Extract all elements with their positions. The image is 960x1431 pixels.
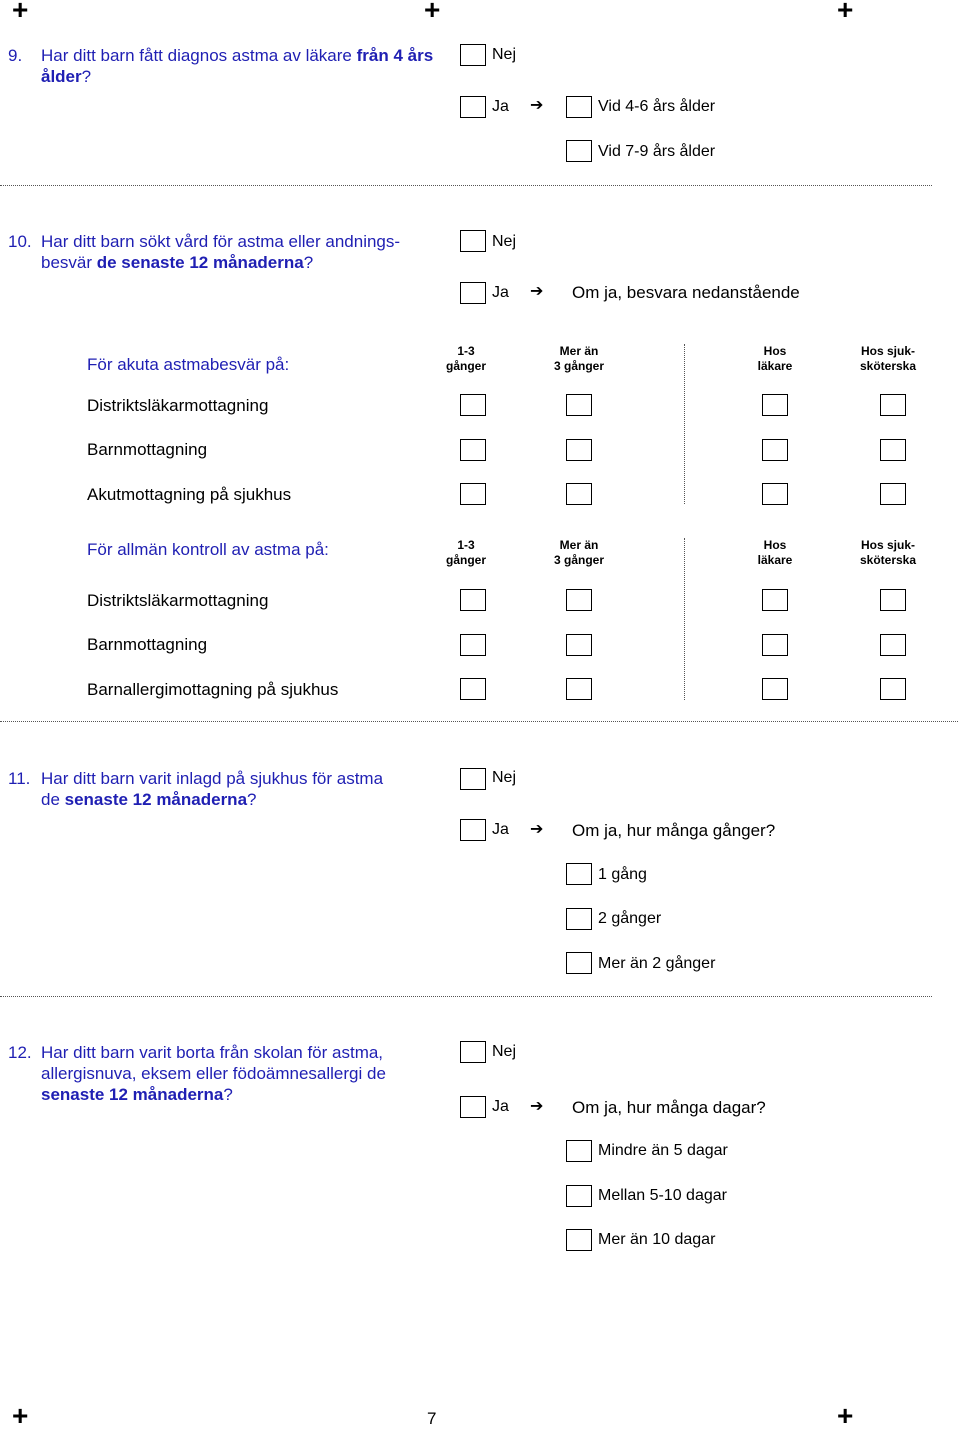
- question-text-part: besvär: [41, 253, 97, 272]
- general-r3-c1-checkbox[interactable]: [460, 678, 486, 700]
- col-header-more-than-3: [539, 538, 619, 568]
- question-number: 11.: [8, 769, 31, 788]
- acute-row-label: Akutmottagning på sjukhus: [87, 485, 292, 504]
- acute-row-label: Distriktsläkarmottagning: [87, 396, 269, 415]
- q11-opt-label: Mer än 2 gånger: [598, 955, 716, 972]
- q12-opt1-checkbox[interactable]: [566, 1140, 592, 1162]
- general-r1-c1-checkbox[interactable]: [460, 589, 486, 611]
- col-header-line: Hos: [763, 344, 787, 358]
- general-r3-c3-checkbox[interactable]: [762, 678, 788, 700]
- general-r1-c4-checkbox[interactable]: [880, 589, 906, 611]
- col-header-line: läkare: [757, 359, 793, 373]
- q12-opt2-checkbox[interactable]: [566, 1185, 592, 1207]
- col-header-line: Hos sjuk-: [860, 538, 915, 552]
- q9-age-4-6-label: Vid 4-6 års ålder: [598, 98, 716, 115]
- acute-r2-c4-checkbox[interactable]: [880, 439, 906, 461]
- q11-opt-label: 2 gånger: [598, 910, 662, 927]
- question-text-part: Har ditt barn varit inlagd på sjukhus för astma: [41, 769, 384, 788]
- col-header-nurse: [843, 344, 933, 374]
- col-header-line: Mer än: [559, 538, 599, 552]
- q9-age-4-6-checkbox[interactable]: [566, 96, 592, 118]
- section-divider: [0, 185, 932, 186]
- question-text-part: ?: [223, 1085, 233, 1104]
- column-divider: [684, 538, 685, 700]
- question-number: 10.: [8, 232, 32, 251]
- arrow-right-icon: ➔: [530, 97, 544, 114]
- acute-table-title: För akuta astmabesvär på:: [87, 355, 290, 374]
- q11-opt2-checkbox[interactable]: [566, 908, 592, 930]
- arrow-right-icon: ➔: [530, 283, 544, 300]
- acute-r2-c2-checkbox[interactable]: [566, 439, 592, 461]
- question-text: [41, 768, 451, 810]
- q12-no-checkbox[interactable]: [460, 1041, 486, 1063]
- general-r2-c4-checkbox[interactable]: [880, 634, 906, 656]
- registration-mark-top-left: +: [12, 0, 29, 25]
- general-r3-c4-checkbox[interactable]: [880, 678, 906, 700]
- col-header-nurse: [843, 538, 933, 568]
- general-r2-c1-checkbox[interactable]: [460, 634, 486, 656]
- question-text-part: ?: [247, 790, 257, 809]
- question-text-part: Har ditt barn fått diagnos astma av läkare: [41, 46, 357, 65]
- question-text-part: de: [41, 790, 65, 809]
- q12-opt-label: Mindre än 5 dagar: [598, 1142, 728, 1159]
- general-r3-c2-checkbox[interactable]: [566, 678, 592, 700]
- section-divider: [0, 996, 932, 997]
- q10-no-label: Nej: [492, 233, 517, 250]
- q9-yes-label: Ja: [492, 98, 509, 115]
- q11-yes-label: Ja: [492, 821, 509, 838]
- col-header-line: 1-3: [457, 538, 475, 552]
- q10-no-checkbox[interactable]: [460, 230, 486, 252]
- q9-age-7-9-checkbox[interactable]: [566, 140, 592, 162]
- q11-yes-checkbox[interactable]: [460, 819, 486, 841]
- col-header-line: gånger: [445, 359, 486, 373]
- general-table-title: För allmän kontroll av astma på:: [87, 540, 329, 559]
- q11-no-label: Nej: [492, 769, 517, 786]
- col-header-doctor: [735, 344, 815, 374]
- question-text-part: Har ditt barn varit borta från skolan för astma,: [41, 1043, 384, 1062]
- acute-r1-c4-checkbox[interactable]: [880, 394, 906, 416]
- col-header-line: Hos: [763, 538, 787, 552]
- q11-opt-label: 1 gång: [598, 866, 647, 883]
- acute-r3-c2-checkbox[interactable]: [566, 483, 592, 505]
- question-number: 12.: [8, 1043, 32, 1062]
- q9-no-checkbox[interactable]: [460, 44, 486, 66]
- page-number: 7: [427, 1409, 437, 1428]
- col-header-more-than-3: [539, 344, 619, 374]
- q12-opt-label: Mellan 5-10 dagar: [598, 1187, 727, 1204]
- acute-r2-c1-checkbox[interactable]: [460, 439, 486, 461]
- general-r2-c3-checkbox[interactable]: [762, 634, 788, 656]
- col-header-1-3: [426, 344, 506, 374]
- col-header-line: sköterska: [859, 553, 917, 567]
- registration-mark-top-right: +: [837, 0, 854, 25]
- arrow-right-icon: ➔: [530, 821, 544, 838]
- question-text: [41, 45, 441, 87]
- acute-r3-c1-checkbox[interactable]: [460, 483, 486, 505]
- q12-yes-followup: Om ja, hur många dagar?: [572, 1098, 766, 1117]
- col-header-line: Mer än: [559, 344, 599, 358]
- q12-no-label: Nej: [492, 1043, 517, 1060]
- col-header-line: Hos sjuk-: [860, 344, 915, 358]
- q9-yes-checkbox[interactable]: [460, 96, 486, 118]
- acute-r1-c1-checkbox[interactable]: [460, 394, 486, 416]
- q10-yes-followup: Om ja, besvara nedanstående: [572, 283, 800, 302]
- col-header-line: läkare: [757, 553, 793, 567]
- question-text-emphasis: de senaste 12 månaderna: [96, 253, 304, 272]
- q9-no-label: Nej: [492, 46, 517, 63]
- acute-r3-c4-checkbox[interactable]: [880, 483, 906, 505]
- acute-r3-c3-checkbox[interactable]: [762, 483, 788, 505]
- question-text-emphasis: senaste 12 månaderna: [64, 790, 248, 809]
- question-text-part: Har ditt barn sökt vård för astma eller andnings-: [41, 232, 401, 251]
- general-row-label: Distriktsläkarmottagning: [87, 591, 269, 610]
- col-header-line: 1-3: [457, 344, 475, 358]
- acute-row-label: Barnmottagning: [87, 440, 208, 459]
- general-r1-c3-checkbox[interactable]: [762, 589, 788, 611]
- question-text: [41, 231, 451, 273]
- col-header-line: gånger: [445, 553, 486, 567]
- registration-mark-top-center: +: [424, 0, 441, 25]
- arrow-right-icon: ➔: [530, 1098, 544, 1115]
- question-text-emphasis: från 4 års ålder: [41, 46, 434, 86]
- q12-yes-checkbox[interactable]: [460, 1096, 486, 1118]
- q11-no-checkbox[interactable]: [460, 768, 486, 790]
- q12-yes-label: Ja: [492, 1098, 509, 1115]
- section-divider: [0, 721, 958, 722]
- question-text-part: ?: [81, 67, 92, 86]
- q12-opt3-checkbox[interactable]: [566, 1229, 592, 1251]
- question-text-emphasis: senaste 12 månaderna: [41, 1085, 224, 1104]
- general-r1-c2-checkbox[interactable]: [566, 589, 592, 611]
- general-r2-c2-checkbox[interactable]: [566, 634, 592, 656]
- col-header-line: sköterska: [859, 359, 917, 373]
- q11-opt3-checkbox[interactable]: [566, 952, 592, 974]
- column-divider: [684, 344, 685, 504]
- q10-yes-label: Ja: [492, 284, 509, 301]
- question-text-part: allergisnuva, eksem eller födoämnesallergi de: [41, 1064, 386, 1083]
- q11-opt1-checkbox[interactable]: [566, 863, 592, 885]
- general-row-label: Barnallergimottagning på sjukhus: [87, 680, 339, 699]
- col-header-line: 3 gånger: [553, 359, 604, 373]
- q10-yes-checkbox[interactable]: [460, 282, 486, 304]
- acute-r1-c2-checkbox[interactable]: [566, 394, 592, 416]
- q12-opt-label: Mer än 10 dagar: [598, 1231, 716, 1248]
- general-row-label: Barnmottagning: [87, 635, 208, 654]
- question-text-part: ?: [303, 253, 314, 272]
- question-text: [41, 1042, 451, 1105]
- col-header-1-3: [426, 538, 506, 568]
- registration-mark-bottom-right: +: [837, 1400, 854, 1431]
- acute-r1-c3-checkbox[interactable]: [762, 394, 788, 416]
- col-header-doctor: [735, 538, 815, 568]
- acute-r2-c3-checkbox[interactable]: [762, 439, 788, 461]
- question-number: 9.: [8, 46, 23, 65]
- col-header-line: 3 gånger: [553, 553, 604, 567]
- registration-mark-bottom-left: +: [12, 1400, 29, 1431]
- q11-yes-followup: Om ja, hur många gånger?: [572, 821, 776, 840]
- q9-age-7-9-label: Vid 7-9 års ålder: [598, 143, 716, 160]
